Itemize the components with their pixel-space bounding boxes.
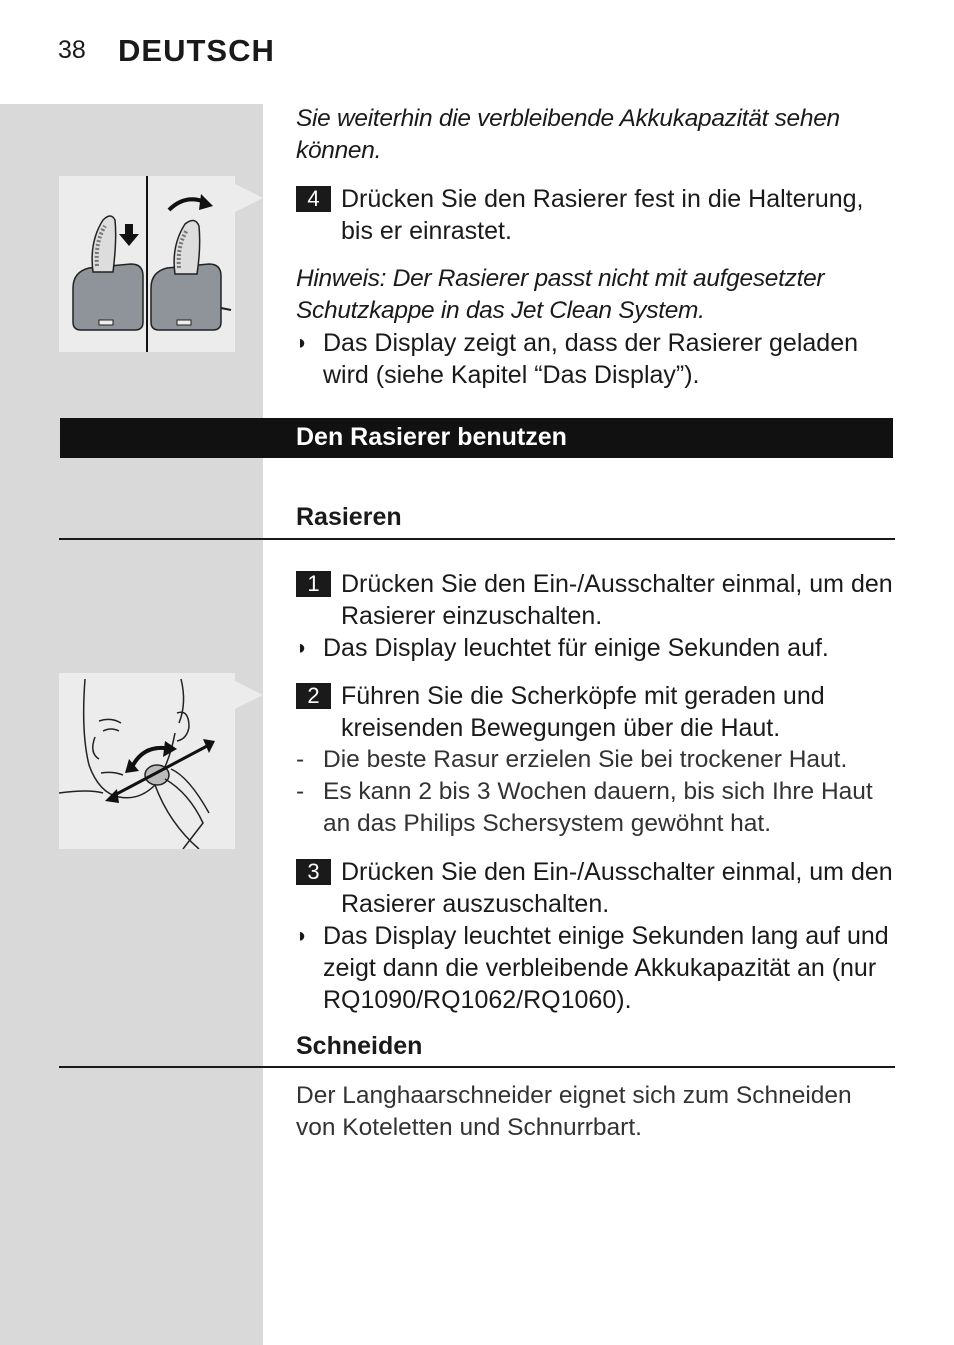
step-4 — [296, 183, 896, 247]
shaver-docking-illustration — [59, 176, 235, 352]
tip-item — [296, 776, 896, 840]
result-marker: ◗ — [296, 332, 309, 354]
figure-pointer — [235, 184, 263, 212]
result-text: Das Display zeigt an, dass der Rasierer geladen wird (siehe Kapitel “Das Display”). — [323, 329, 858, 389]
continued-text: Sie weiterhin die verbleibende Akkukapazität sehen können. — [296, 105, 840, 164]
result-bullet — [296, 920, 896, 1016]
result-marker: ◗ — [296, 925, 309, 947]
tip-marker: - — [296, 778, 305, 805]
result-bullet — [296, 327, 896, 391]
section-banner — [60, 418, 893, 458]
result-marker: ◗ — [296, 637, 309, 659]
tip-text: Es kann 2 bis 3 Wochen dauern, bis sich Ihre Haut an das Philips Schersystem gewöhnt hat. — [323, 778, 873, 837]
step-3 — [296, 856, 896, 920]
step-text: Drücken Sie den Ein-/Ausschalter einmal, um den Rasierer einzuschalten. — [341, 570, 893, 630]
face-shaving-illustration — [59, 673, 235, 849]
trimming-text: Der Langhaarschneider eignet sich zum Schneiden von Koteletten und Schnurrbart. — [296, 1082, 852, 1141]
step-number: 4 — [296, 186, 331, 212]
result-text: Das Display leuchtet einige Sekunden lang auf und zeigt dann die verbleibende Akkukapazität an (nur RQ1090/RQ1062/RQ1060). — [323, 922, 889, 1014]
language-title: DEUTSCH — [118, 33, 275, 68]
step-number: 2 — [296, 683, 331, 709]
tip-item — [296, 744, 896, 776]
result-bullet — [296, 632, 896, 664]
step-number: 3 — [296, 859, 331, 885]
tip-marker: - — [296, 746, 305, 773]
section-title: Den Rasierer benutzen — [296, 423, 567, 451]
figure-pointer — [235, 681, 263, 709]
step-text: Führen Sie die Scherköpfe mit geraden und kreisenden Bewegungen über die Haut. — [341, 682, 825, 742]
step-2 — [296, 680, 896, 744]
note-text: Hinweis: Der Rasierer passt nicht mit aufgesetzter Schutzkappe in das Jet Clean System. — [296, 265, 825, 324]
step-text: Drücken Sie den Ein-/Ausschalter einmal, um den Rasierer auszuschalten. — [341, 858, 893, 918]
page-number: 38 — [58, 36, 86, 64]
step-text: Drücken Sie den Rasierer fest in die Halterung, bis er einrastet. — [341, 185, 864, 245]
result-text: Das Display leuchtet für einige Sekunden auf. — [323, 634, 829, 662]
divider — [59, 538, 895, 540]
subheading-trimming: Schneiden — [296, 1032, 423, 1060]
step-1 — [296, 568, 896, 632]
divider — [59, 1066, 895, 1068]
step-number: 1 — [296, 571, 331, 597]
tip-text: Die beste Rasur erzielen Sie bei trockener Haut. — [323, 746, 848, 773]
subheading-shaving: Rasieren — [296, 503, 402, 531]
